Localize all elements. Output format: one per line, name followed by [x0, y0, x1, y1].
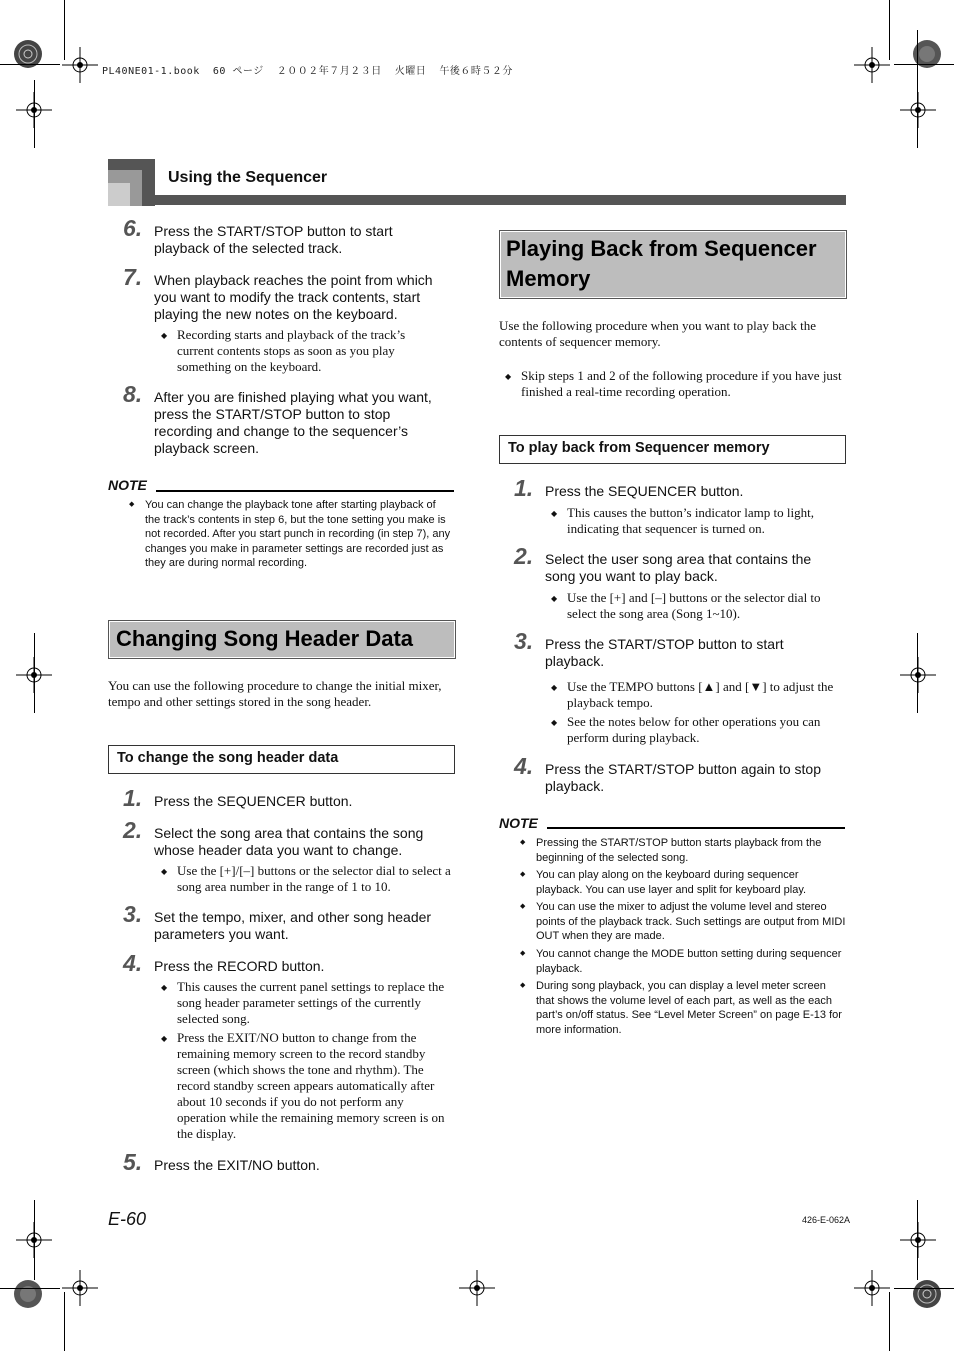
- crop-mark: [917, 1200, 918, 1280]
- crop-mark: [64, 0, 65, 60]
- crosshair-icon: [62, 47, 98, 83]
- print-header: PL40NE01-1.book 60 ページ ２００２年７月２３日 火曜日 午後６時５２分: [102, 66, 513, 77]
- step-text: Press the START/STOP button to start playback.: [545, 636, 784, 669]
- step-number: 4.: [514, 753, 534, 779]
- note-text: You can use the mixer to adjust the volume level and stereo points of the playback track. Such settings are output from MIDI OUT when they are made.: [536, 901, 846, 942]
- bullet-text: See the notes below for other operations you can perform during playback.: [567, 714, 821, 745]
- step-number: 1.: [123, 785, 143, 811]
- crop-mark: [917, 633, 918, 713]
- note-label: NOTE: [108, 477, 147, 493]
- chapter-header-bar: [155, 195, 846, 205]
- step-text: Select the song area that contains the song whose header data you want to change.: [154, 825, 424, 858]
- crop-mark: [894, 1288, 954, 1289]
- note-text: You can change the playback tone after starting playback of the track’s contents in step 6, but the tone setting you make is not recorded. After you start punch in recording (in step 7), any changes you make in parameter settings are recorded just as they are during normal recording.: [145, 499, 451, 569]
- step-number: 2.: [514, 543, 534, 569]
- step-number: 3.: [514, 628, 534, 654]
- step-text: Press the EXIT/NO button.: [154, 1157, 320, 1173]
- crop-mark: [34, 1200, 35, 1280]
- diamond-bullet-icon: ◆: [520, 839, 526, 846]
- section-title: Playing Back from Sequencer: [506, 236, 817, 261]
- crop-mark: [34, 633, 35, 713]
- crosshair-icon: [900, 657, 936, 693]
- crop-mark: [917, 30, 918, 148]
- document-code: 426-E-062A: [802, 1215, 851, 1225]
- crop-mark: [0, 1288, 60, 1289]
- crosshair-icon: [854, 47, 890, 83]
- bullet-text: Use the TEMPO buttons [▲] and [▼] to adjust the playback tempo.: [567, 679, 834, 710]
- note-text: You cannot change the MODE button setting during sequencer playback.: [536, 948, 842, 975]
- crop-mark: [34, 80, 35, 148]
- page-number: E-60: [108, 1209, 147, 1229]
- diamond-bullet-icon: ◆: [505, 372, 512, 381]
- step-number: 1.: [514, 475, 534, 501]
- registration-starburst-icon: [12, 38, 44, 70]
- diamond-bullet-icon: ◆: [129, 501, 135, 508]
- crop-mark: [889, 0, 890, 60]
- crosshair-icon: [900, 1222, 936, 1258]
- procedure-heading-box: [108, 745, 455, 774]
- diamond-bullet-icon: ◆: [551, 718, 558, 727]
- bullet-text: Skip steps 1 and 2 of the following procedure if you have just finished a real-time recording operation.: [521, 368, 842, 399]
- procedure-title: To play back from Sequencer memory: [508, 440, 770, 456]
- step-text: Set the tempo, mixer, and other song header parameters you want.: [154, 909, 432, 942]
- diamond-bullet-icon: ◆: [520, 982, 526, 989]
- bullet-text: Use the [+] and [–] buttons or the selector dial to select the song area (Song 1~10).: [567, 590, 821, 621]
- section-heading-box: [499, 230, 847, 299]
- crosshair-icon: [900, 92, 936, 128]
- note-text: You can play along on the keyboard during sequencer playback. You can use layer and split for keyboard play.: [536, 869, 807, 896]
- step-text: Press the RECORD button.: [154, 958, 325, 974]
- diamond-bullet-icon: ◆: [551, 594, 558, 603]
- step-number: 3.: [123, 901, 143, 927]
- crop-mark: [894, 64, 954, 65]
- registration-starburst-icon: [911, 1278, 943, 1310]
- diamond-bullet-icon: ◆: [551, 509, 558, 518]
- section-intro: Use the following procedure when you want to play back the contents of sequencer memory.: [499, 318, 816, 349]
- diamond-bullet-icon: ◆: [161, 983, 168, 992]
- step-text: After you are finished playing what you want, press the START/STOP button to stop recording and change to the sequencer’s playback screen.: [154, 389, 432, 456]
- diamond-bullet-icon: ◆: [520, 950, 526, 957]
- procedure-heading-box: [499, 435, 846, 464]
- bullet-text: Use the [+]/[–] buttons or the selector dial to select a song area number in the range of 1 to 10.: [177, 863, 451, 894]
- section-title: Changing Song Header Data: [116, 626, 414, 651]
- section-title: Memory: [506, 266, 591, 291]
- procedure-title: To change the song header data: [117, 750, 339, 766]
- chapter-title: Using the Sequencer: [168, 169, 328, 186]
- bullet-text: Recording starts and playback of the track’s current contents stops as soon as you play something on the keyboard.: [177, 327, 406, 374]
- step-text: Press the START/STOP button again to stop playback.: [545, 761, 822, 794]
- crosshair-icon: [62, 1270, 98, 1306]
- step-text: When playback reaches the point from which you want to modify the track contents, start playing the new notes on the keyboard.: [154, 272, 433, 322]
- note-text: Pressing the START/STOP button starts playback from the beginning of the selected song.: [536, 837, 822, 864]
- crop-mark: [889, 1292, 890, 1351]
- step-text: Press the SEQUENCER button.: [545, 483, 744, 499]
- diamond-bullet-icon: ◆: [161, 331, 168, 340]
- step-text: Press the START/STOP button to start playback of the selected track.: [154, 223, 393, 256]
- bullet-text: This causes the button’s indicator lamp to light, indicating that sequencer is turned on.: [567, 505, 814, 536]
- note-rule: [547, 827, 845, 829]
- note-text: During song playback, you can display a level meter screen that shows the volume level of each part, as well as the each part’s on/off status. See “Level Meter Screen” on page E-13 for more information.: [536, 980, 842, 1036]
- crosshair-icon: [459, 1270, 495, 1306]
- bullet-text: This causes the current panel settings to replace the song header parameter settings of the currently selected song.: [177, 979, 445, 1026]
- crop-mark: [64, 1292, 65, 1351]
- diamond-bullet-icon: ◆: [161, 867, 168, 876]
- diamond-bullet-icon: ◆: [520, 871, 526, 878]
- crosshair-icon: [854, 1270, 890, 1306]
- registration-starburst-icon: [911, 38, 943, 70]
- step-number: 4.: [123, 950, 143, 976]
- step-number: 5.: [123, 1149, 143, 1175]
- step-text: Select the user song area that contains the song you want to play back.: [545, 551, 812, 584]
- section-heading-box: [108, 620, 456, 659]
- diamond-bullet-icon: ◆: [520, 903, 526, 910]
- crop-mark: [0, 64, 60, 65]
- chapter-tab-graphic: [108, 183, 130, 206]
- bullet-text: Press the EXIT/NO button to change from the remaining memory screen to the record standby screen (which shows the tone and rhythm). The record standby screen appears automatically after about 10 seconds if you do not perform any operation while the remaining memory screen is on the display.: [177, 1030, 445, 1141]
- note-label: NOTE: [499, 815, 538, 831]
- step-number: 7.: [123, 264, 143, 290]
- diamond-bullet-icon: ◆: [551, 683, 558, 692]
- section-intro: You can use the following procedure to change the initial mixer, tempo and other settings stored in the song header.: [108, 678, 442, 709]
- diamond-bullet-icon: ◆: [161, 1034, 168, 1043]
- step-number: 8.: [123, 381, 143, 407]
- step-number: 6.: [123, 215, 143, 241]
- registration-starburst-icon: [12, 1278, 44, 1310]
- step-number: 2.: [123, 817, 143, 843]
- note-rule: [156, 490, 454, 492]
- step-text: Press the SEQUENCER button.: [154, 793, 353, 809]
